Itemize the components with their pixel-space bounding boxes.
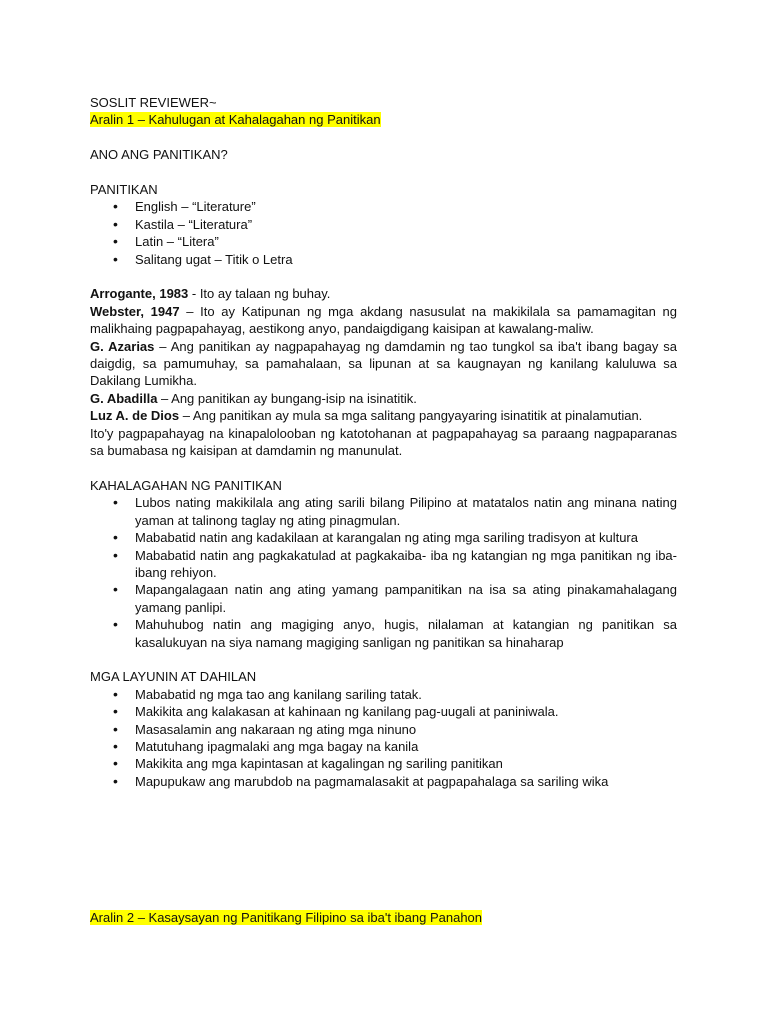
kahalagahan-list (90, 494, 677, 651)
aralin2-block (90, 909, 482, 926)
list-item: • Mapupukaw ang marubdob na pagmamalasakit at pagpapahalaga sa sariling wika (90, 773, 677, 790)
list-item: • Mababatid natin ang kadakilaan at karangalan ng ating mga sariling tradisyon at kultura (90, 529, 677, 546)
list-item: • Makikita ang kalakasan at kahinaan ng kanilang pag-uugali at paniniwala. (90, 703, 677, 720)
list-item: • Makikita ang mga kapintasan at kagalingan ng sariling panitikan (90, 755, 677, 772)
question-heading: ANO ANG PANITIKAN? (90, 147, 228, 163)
layunin-list (90, 686, 677, 790)
aralin2-heading: Aralin 2 – Kasaysayan ng Panitikang Filipino sa iba't ibang Panahon (90, 910, 483, 925)
list-item: • Latin – “Litera” (90, 233, 677, 250)
document-title: SOSLIT REVIEWER~ (90, 95, 217, 110)
panitikan-heading: PANITIKAN (90, 182, 158, 197)
definition-webster: Webster, 1947 – Ito ay Katipunan ng mga akdang nasusulat na makikilala sa pamamagitan ng malikhaing pagpapahayag, aestikong anyo, pandaigdigang kaisipan at kawalang-maliw. (90, 303, 677, 337)
definition-azarias: G. Azarias – Ang panitikan ay nagpapahayag ng damdamin ng tao tungkol sa iba't ibang bagay sa daigdig, sa pamumuhay, sa pamahalaan, sa lipunan at sa kaugnayan ng kanilang kaluluwa sa Dakilang Lumikha. (90, 338, 677, 389)
definition-author: G. Abadilla (90, 390, 158, 406)
aralin1-heading: Aralin 1 – Kahulugan at Kahalagahan ng Panitikan (90, 112, 381, 128)
list-item: • Mababatid ng mga tao ang kanilang sariling tatak. (90, 686, 677, 703)
document-page (90, 94, 677, 790)
list-item: • Mahuhubog natin ang magiging anyo, hugis, nilalaman at katangian ng panitikan sa kasalukuyan na siya namang magiging sanligan ng panitikan sa hinaharap (90, 616, 677, 651)
list-item: • Matutuhang ipagmalaki ang mga bagay na kanila (90, 738, 677, 755)
kahalagahan-heading: KAHALAGAHAN NG PANITIKAN (90, 477, 282, 493)
definition-author: Luz A. de Dios (90, 408, 180, 424)
list-item: • Salitang ugat – Titik o Letra (90, 251, 677, 268)
list-item: • Lubos nating makikilala ang ating sarili bilang Pilipino at matatalos natin ang minana nating yaman at talinong taglay ng ating pinagmulan. (90, 494, 677, 529)
definition-author: G. Azarias (90, 338, 155, 354)
definition-author: Webster, 1947 (90, 303, 180, 319)
panitikan-list (90, 198, 677, 268)
definition-abadilla: G. Abadilla – Ang panitikan ay bungang-isip na isinatitik. (90, 390, 417, 406)
list-item: • English – “Literature” (90, 198, 677, 215)
summary-paragraph: Ito'y pagpapahayag na kinapalolooban ng katotohanan at pagpapahayag sa paraang nagpaparanas sa bumabasa ng kaisipan at damdamin ng manunulat. (90, 425, 677, 459)
definition-de-dios: Luz A. de Dios – Ang panitikan ay mula sa mga salitang pangyayaring isinatitik at pinalamutian. (90, 408, 643, 424)
list-item: • Mapangalagaan natin ang ating yamang pampanitikan na isa sa ating pinakamahalagang yamang panlipi. (90, 581, 677, 616)
definition-author: Arrogante, 1983 (90, 286, 189, 302)
list-item: • Mababatid natin ang pagkakatulad at pagkakaiba- iba ng katangian ng mga panitikan ng iba-ibang rehiyon. (90, 547, 677, 582)
definitions-block (90, 285, 677, 459)
list-item: • Masasalamin ang nakaraan ng ating mga ninuno (90, 721, 677, 738)
layunin-heading: MGA LAYUNIN AT DAHILAN (90, 669, 257, 685)
list-item: • Kastila – “Literatura” (90, 216, 677, 233)
definition-arrogante: Arrogante, 1983 - Ito ay talaan ng buhay. (90, 286, 331, 302)
